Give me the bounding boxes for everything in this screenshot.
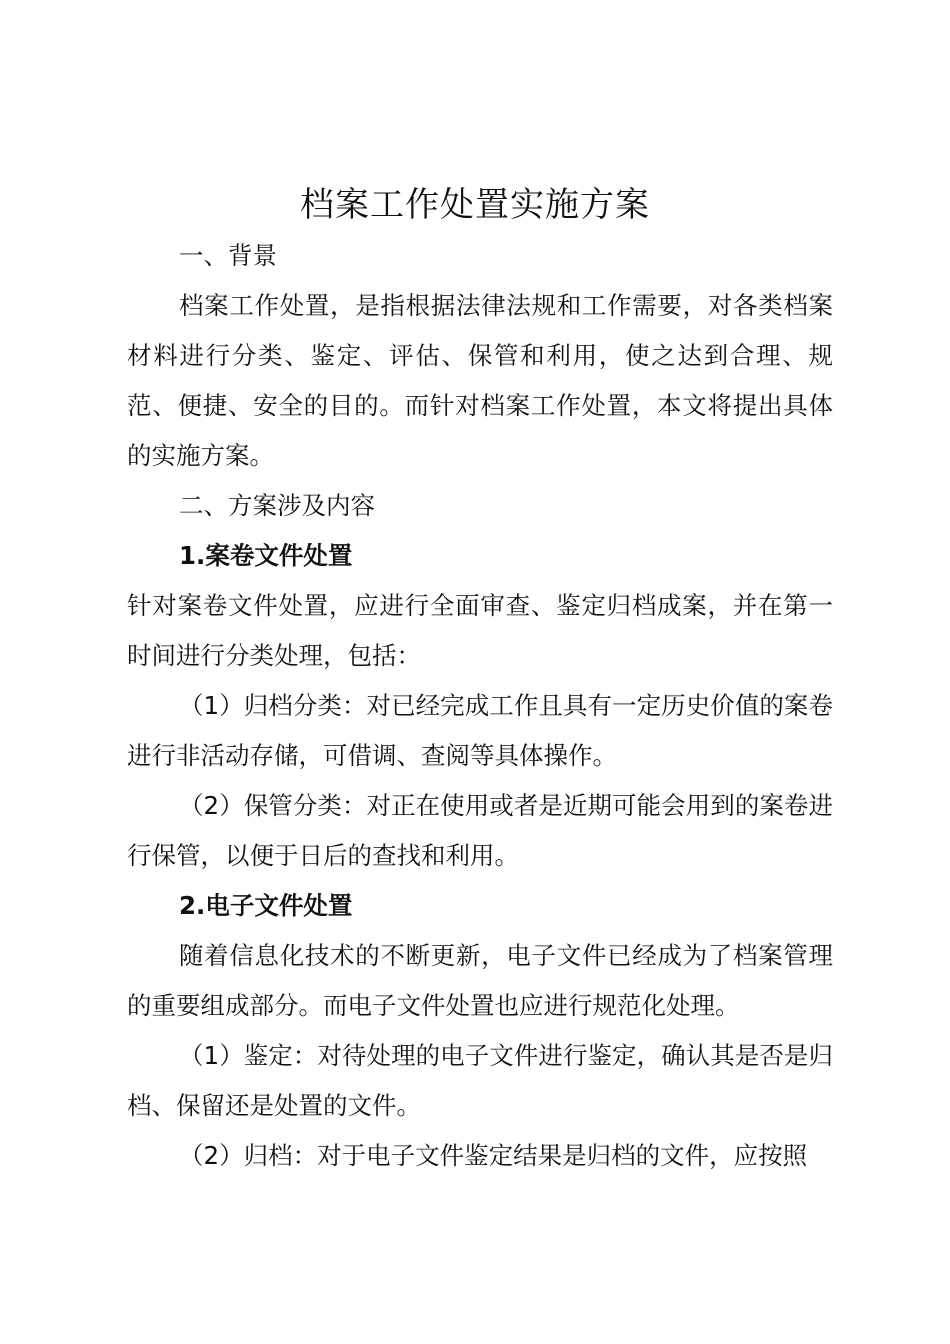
- paragraph-electronic-files-intro: 随着信息化技术的不断更新，电子文件已经成为了档案管理的重要组成部分。而电子文件处置也应进行规范化处理。: [127, 941, 833, 1020]
- paragraph-background: 档案工作处置，是指根据法律法规和工作需要，对各类档案材料进行分类、鉴定、评估、保管和利用，使之达到合理、规范、便捷、安全的目的。而针对档案工作处置，本文将提出具体的实施方案。: [127, 291, 833, 470]
- section-heading-content: 二、方案涉及内容: [179, 491, 375, 520]
- subheading-electronic-files: 2.电子文件处置: [179, 891, 353, 920]
- document-body: [127, 231, 833, 1181]
- paragraph-appraisal: （1）鉴定：对待处理的电子文件进行鉴定，确认其是否是归档、保留还是处置的文件。: [127, 1041, 833, 1120]
- section-heading-background: 一、背景: [179, 241, 277, 270]
- paragraph-custody-classification: （2）保管分类：对正在使用或者是近期可能会用到的案卷进行保管，以便于日后的查找和利用。: [127, 791, 833, 870]
- paragraph-archive-classification: （1）归档分类：对已经完成工作且具有一定历史价值的案卷进行非活动存储，可借调、查阅等具体操作。: [127, 691, 833, 770]
- paragraph-case-files-intro: 针对案卷文件处置，应进行全面审查、鉴定归档成案，并在第一时间进行分类处理，包括：: [127, 591, 833, 670]
- document-title: 档案工作处置实施方案: [300, 185, 650, 225]
- paragraph-archiving: （2）归档：对于电子文件鉴定结果是归档的文件，应按照: [179, 1141, 808, 1170]
- subheading-case-files: 1.案卷文件处置: [179, 541, 353, 570]
